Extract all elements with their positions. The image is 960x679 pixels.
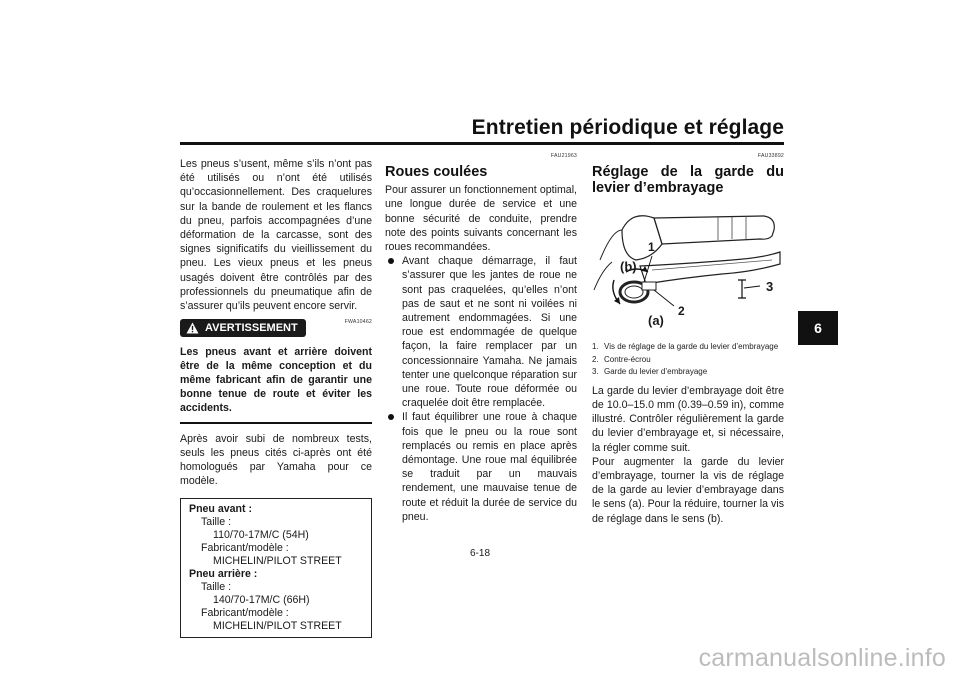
rear-tire-heading: Pneu arrière : xyxy=(189,568,258,581)
wheels-bullet-list xyxy=(385,254,577,524)
bullet-item: Il faut équilibrer une roue à chaque fois que le pneu ou la roue sont remplacés ou remis en place après démontage. Une roue mal équilibrée se traduit par un mauvais rendement, une mauvaise tenue de route et réduit la durée de service du pneu. xyxy=(385,410,577,524)
figure-label-3: 3 xyxy=(766,279,774,295)
figure-label-1: 1 xyxy=(648,240,655,255)
caption-item xyxy=(592,367,784,378)
caption-number: 1. xyxy=(592,342,599,352)
caption-text: Garde du levier d’embrayage xyxy=(604,367,708,377)
figure-label-2: 2 xyxy=(678,304,685,319)
section-heading-wheels: Roues coulées xyxy=(385,164,488,181)
column-2 xyxy=(385,149,577,524)
section-code: FAU33892 xyxy=(757,153,784,159)
warning-label: AVERTISSEMENT xyxy=(205,322,298,335)
figure-label-a: (a) xyxy=(648,313,664,329)
column-3 xyxy=(592,149,784,526)
warning-bottom-rule xyxy=(180,422,372,424)
front-tire-heading: Pneu avant : xyxy=(189,503,252,516)
chapter-tab[interactable]: 6 xyxy=(798,311,838,345)
tire-spec-box xyxy=(180,498,372,638)
bullet-item: Avant chaque démarrage, il faut s’assurer que les jantes de roue ne sont pas craquelées, qu’elles n’ont pas de saut et ne sont ni voilées ni autrement endommagées. Si une roue est endommagée de quelque façon, la faire remplacer par un concessionnaire Yamaha. Ne jamais tenter une quelconque réparation sur une roue. Toute roue déformée ou craquelée doit être remplacée. xyxy=(385,254,577,410)
front-maker-label: Fabricant/modèle : xyxy=(201,542,289,555)
caption-number: 2. xyxy=(592,354,599,364)
clutch-lever-figure xyxy=(592,200,784,334)
caption-item xyxy=(592,342,784,353)
tire-aging-paragraph: Les pneus s’usent, même s’ils n’ont pas été utilisés ou n’ont été utilisés qu’occasionnellement. Des craquelures sur la bande de roulement et les flancs du pneu, parfois accompagnées d’une déformation de la carcasse, sont des signes significatifs du vieillissement du pneu. Les vieux pneus et les pneus usagés doivent être contrôlés par des professionnels du pneumatique afin de s’assurer qu’ils peuvent encore servir. xyxy=(180,158,372,313)
rear-size-label: Taille : xyxy=(201,581,232,594)
figure-captions xyxy=(592,342,784,378)
front-size-label: Taille : xyxy=(201,516,232,529)
figure-label-b: (b) xyxy=(620,259,637,275)
rear-maker-value: MICHELIN/PILOT STREET xyxy=(213,620,342,633)
rear-maker-label: Fabricant/modèle : xyxy=(201,607,289,620)
watermark: carmanualsonline.info xyxy=(698,644,946,672)
caption-text: Vis de réglage de la garde du levier d’embrayage xyxy=(604,342,779,352)
wheels-intro: Pour assurer un fonctionnement optimal, une longue durée de service et une bonne sécurité de conduite, prendre note des points suivants concernant les roues recommandées. xyxy=(385,184,577,254)
title-rule xyxy=(180,142,784,145)
page-number: 6-18 xyxy=(469,548,490,559)
section-heading-clutch: Réglage de la garde du levier d’embrayage xyxy=(592,164,784,197)
warning-code: FWA10462 xyxy=(344,319,372,326)
section-code: FAU21963 xyxy=(550,153,577,159)
warning-badge xyxy=(180,319,306,337)
warning-header xyxy=(180,319,372,338)
column-1 xyxy=(180,157,372,638)
caption-number: 3. xyxy=(592,367,599,377)
front-size-value: 110/70-17M/C (54H) xyxy=(213,529,309,542)
page-title: Entretien périodique et réglage xyxy=(471,116,784,139)
front-maker-value: MICHELIN/PILOT STREET xyxy=(213,555,342,568)
caption-item xyxy=(592,355,784,366)
warning-triangle-icon xyxy=(186,322,199,334)
caption-text: Contre-écrou xyxy=(604,354,651,364)
rear-size-value: 140/70-17M/C (66H) xyxy=(213,594,310,607)
clutch-play-paragraph: La garde du levier d’embrayage doit être de 10.0–15.0 mm (0.39–0.59 in), comme illustré. Contrôler régulièrement la garde du levier d’embrayage et, si nécessaire, la régler comme suit. xyxy=(592,384,784,454)
homologation-paragraph: Après avoir subi de nombreux tests, seuls les pneus cités ci-après ont été homologués par Yamaha pour ce modèle. xyxy=(180,432,372,488)
clutch-adjust-paragraph: Pour augmenter la garde du levier d’embrayage, tourner la vis de réglage de la garde au levier d’embrayage dans le sens (a). Pour la réduire, tourner la vis de réglage dans le sens (b). xyxy=(592,455,784,525)
warning-text: Les pneus avant et arrière doivent être de la même conception et du même fabricant afin de garantir une bonne tenue de route et éviter les accidents. xyxy=(180,345,372,415)
